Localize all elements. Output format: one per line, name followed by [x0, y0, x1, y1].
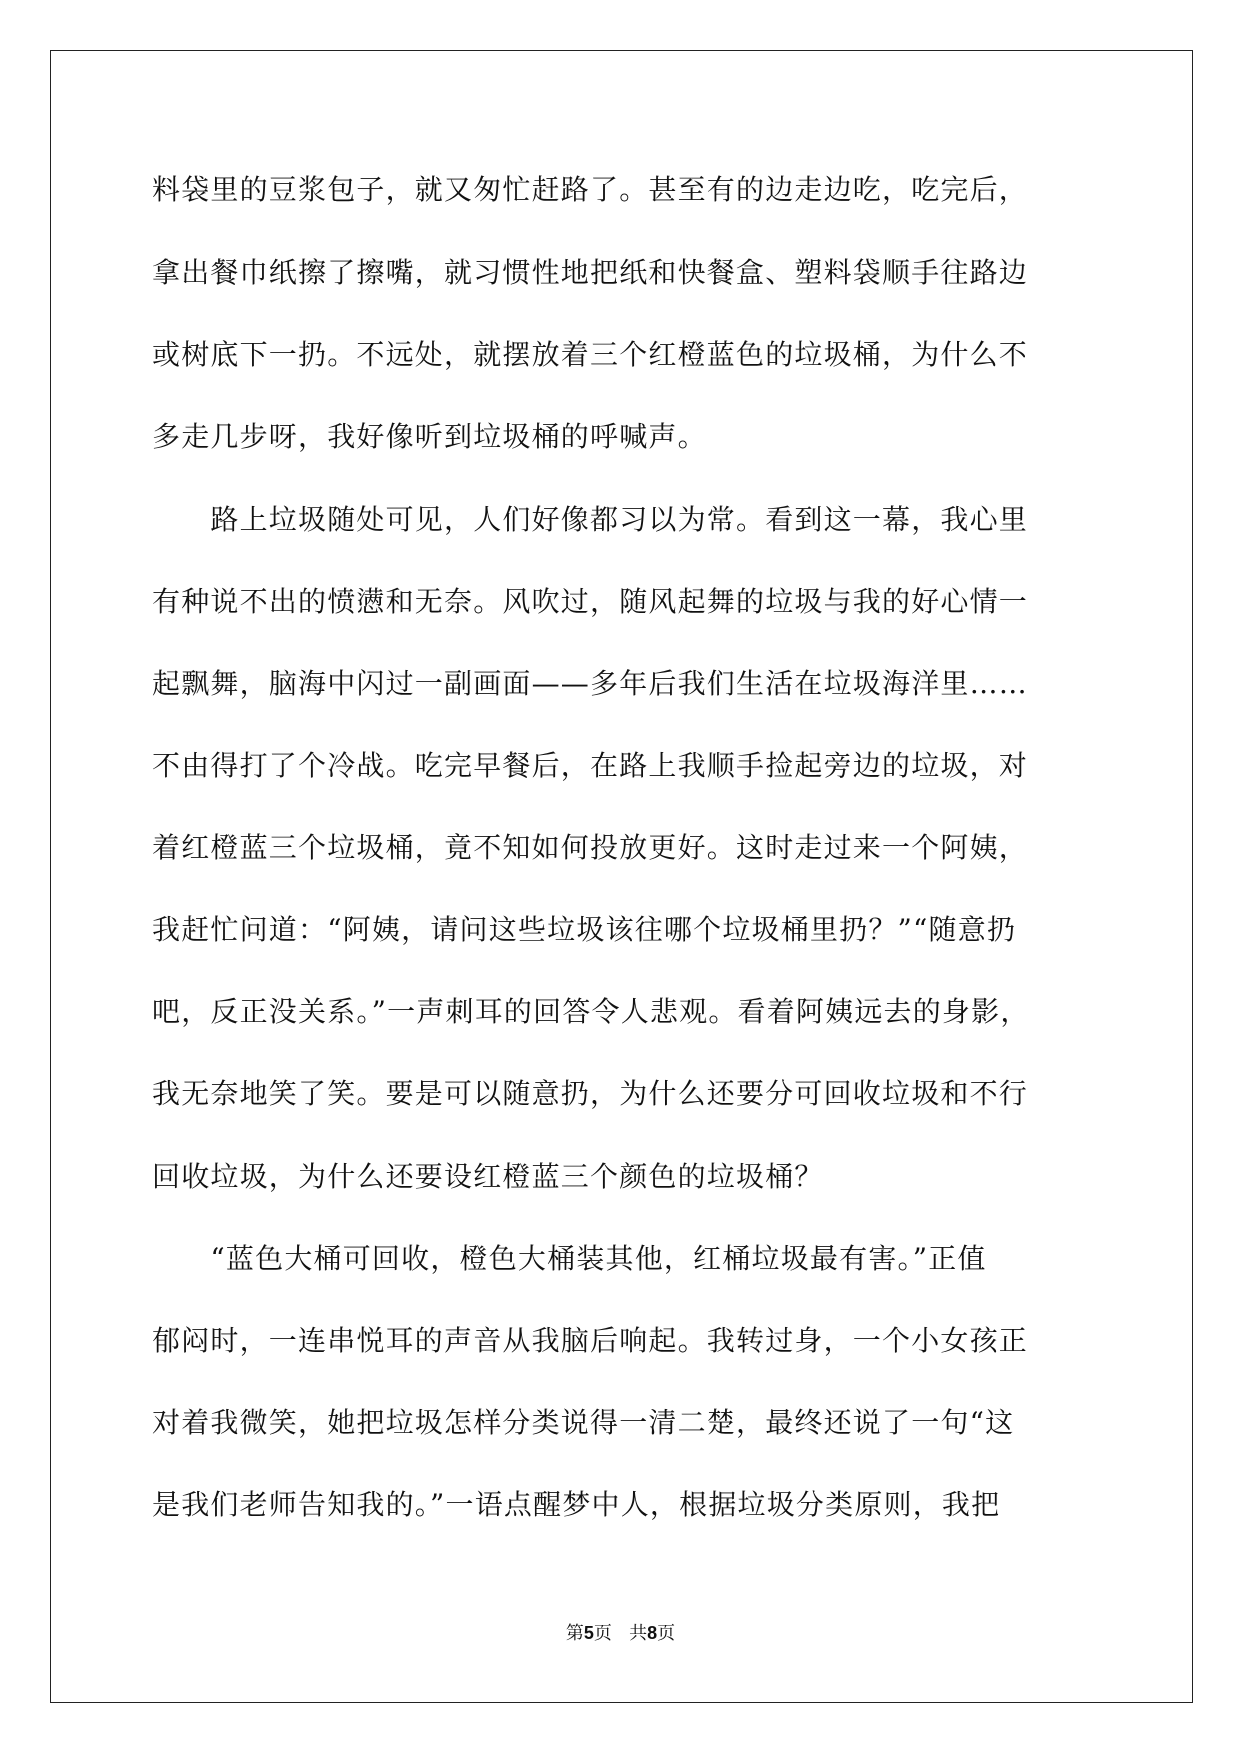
body-line-7: 起飘舞，脑海中闪过一副画面——多年后我们生活在垃圾海洋里…… [152, 667, 1029, 700]
page-prefix: 第 [565, 1623, 584, 1644]
body-line-13: 回收垃圾，为什么还要设红橙蓝三个颜色的垃圾桶？ [152, 1160, 824, 1193]
body-line-9: 着红橙蓝三个垃圾桶，竟不知如何投放更好。这时走过来一个阿姨， [152, 831, 1029, 864]
body-line-6: 有种说不出的愤懑和无奈。风吹过，随风起舞的垃圾与我的好心情一 [152, 585, 1029, 618]
body-line-15: 郁闷时，一连串悦耳的声音从我脑后响起。我转过身，一个小女孩正 [152, 1324, 1029, 1357]
body-line-16: 对着我微笑，她把垃圾怎样分类说得一清二楚，最终还说了一句“这 [152, 1406, 1015, 1439]
body-line-10: 我赶忙问道：“阿姨，请问这些垃圾该往哪个垃圾桶里扔？”“随意扔 [152, 913, 1017, 946]
body-line-12: 我无奈地笑了笑。要是可以随意扔，为什么还要分可回收垃圾和不行 [152, 1077, 1029, 1110]
body-line-3: 或树底下一扔。不远处，就摆放着三个红橙蓝色的垃圾桶，为什么不 [152, 338, 1029, 371]
page-number: 5 [583, 1623, 594, 1643]
page-footer [0, 1621, 1241, 1646]
body-line-8: 不由得打了个冷战。吃完早餐后，在路上我顺手捡起旁边的垃圾，对 [152, 749, 1029, 782]
body-line-5: 路上垃圾随处可见，人们好像都习以为常。看到这一幕，我心里 [152, 503, 1029, 536]
page-suffix: 页 [593, 1623, 612, 1644]
body-line-14: “蓝色大桶可回收，橙色大桶装其他，红桶垃圾最有害。”正值 [152, 1242, 987, 1275]
body-line-17: 是我们老师告知我的。”一语点醒梦中人，根据垃圾分类原则，我把 [152, 1488, 1001, 1521]
page-border [50, 50, 1193, 1703]
body-line-2: 拿出餐巾纸擦了擦嘴，就习惯性地把纸和快餐盒、塑料袋顺手往路边 [152, 256, 1029, 289]
total-prefix: 共 [629, 1623, 648, 1644]
body-line-11: 吧，反正没关系。”一声刺耳的回答令人悲观。看着阿姨远去的身影， [152, 995, 1030, 1028]
total-suffix: 页 [657, 1623, 676, 1644]
body-line-4: 多走几步呀，我好像听到垃圾桶的呼喊声。 [152, 420, 707, 453]
total-pages: 8 [647, 1623, 658, 1643]
body-line-1: 料袋里的豆浆包子，就又匆忙赶路了。甚至有的边走边吃，吃完后， [152, 173, 1029, 206]
